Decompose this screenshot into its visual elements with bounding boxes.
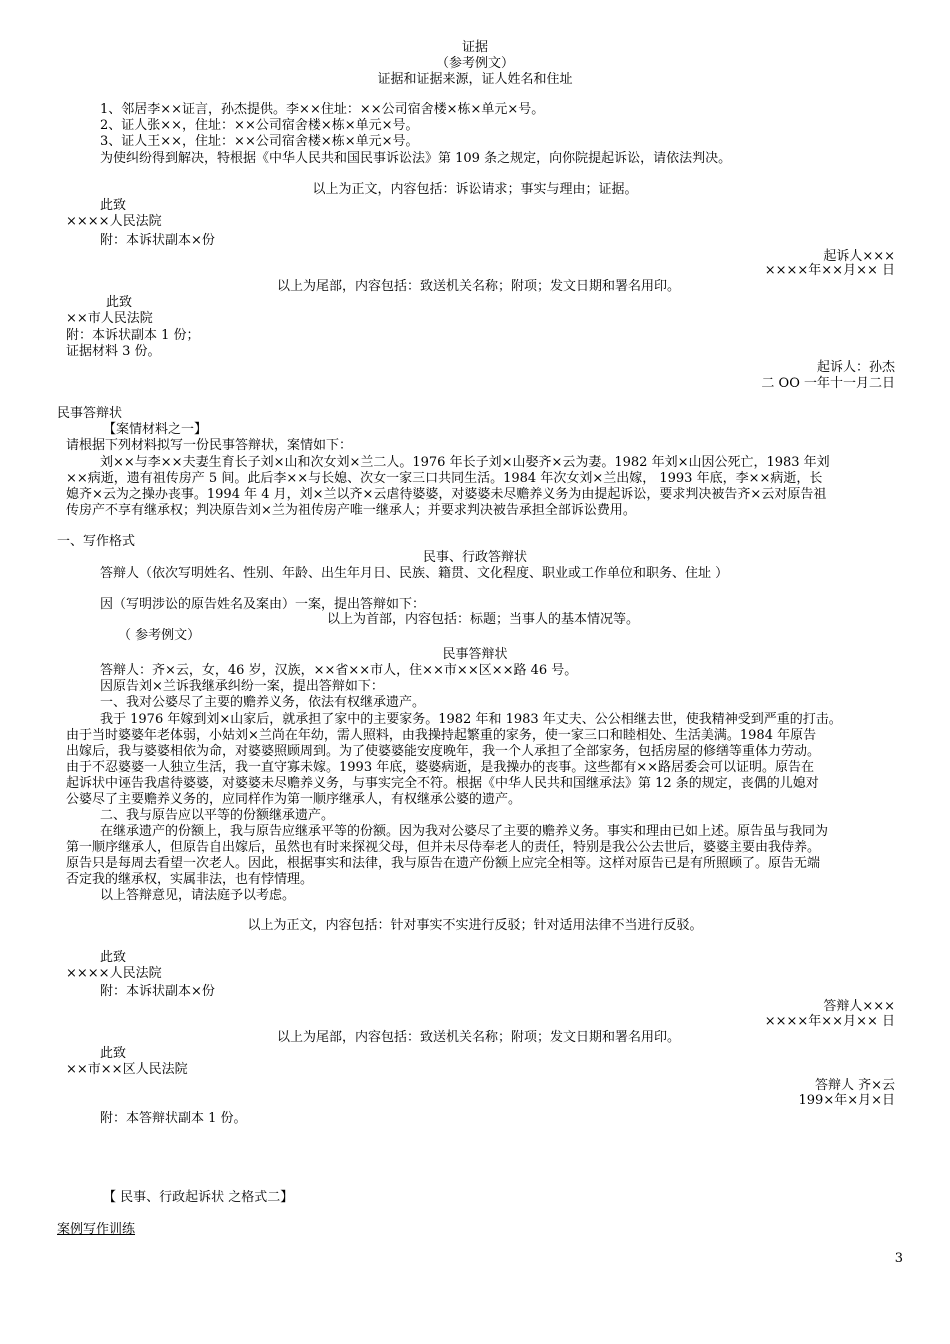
sample-para-line: 由于不忍婆婆一人独立生活，我一直守寡未嫁。1993 年底，婆婆病逝，是我操办的丧事。这些都有××路居委会可以证明。原告在 — [66, 760, 815, 775]
closing-court: ××市人民法院 — [66, 311, 153, 326]
closing-signer: 答辩人××× — [823, 999, 895, 1014]
closing-tail-note: 以上为尾部，内容包括：致送机关名称；附项；发文日期和署名用印。 — [277, 279, 681, 294]
closing-cizhi: 此致 — [100, 198, 127, 213]
evidence-item: 1、邻居李××证言，孙杰提供。李××住址：××公司宿舍楼×栋×单元×号。 — [100, 102, 545, 117]
sample-para-line: 出嫁后，我与婆婆相依为命，对婆婆照顾周到。为了使婆婆能安度晚年，我一个人承担了全部家务，包括房屋的修缮等重体力劳动。 — [66, 744, 821, 759]
closing-date: 199×年×月×日 — [798, 1093, 895, 1108]
closing-signer: 起诉人：孙杰 — [816, 360, 895, 375]
sample-para-line: 第一顺序继承人，但原告自出嫁后，虽然也有时来探视父母，但并未尽侍奉老人的责任，特别是我公公去世后，婆婆主要由我侍养。 — [66, 840, 821, 855]
defense-heading: 民事答辩状 — [57, 406, 123, 421]
sample-para-line: 我于 1976 年嫁到刘×山家后，就承担了家中的主要家务。1982 年和 1983 年丈夫、公公相继去世，使我精神受到严重的打击。 — [100, 712, 842, 727]
sample-para-line: 由于当时婆婆年老体弱，小姑刘×兰尚在年幼，需人照料，由我操持起繁重的家务，使一家三口和睦相处、生活美满。1984 年原告 — [66, 728, 817, 743]
sample-point-2: 二、我与原告应以平等的份额继承遗产。 — [100, 808, 335, 823]
format-respondent: 答辩人（依次写明姓名、性别、年龄、出生年月日、民族、籍贯、文化程度、职业或工作单位和职务、住址 ） — [100, 566, 729, 581]
evidence-body-note: 以上为正文，内容包括：诉讼请求；事实与理由；证据。 — [312, 182, 638, 197]
sample-para-line: 起诉状中诬告我虐待婆婆，对婆婆未尽赡养义务，与事实完全不符。根据《中华人民共和国继承法》第 12 条的规定，丧偶的儿媳对 — [66, 776, 819, 791]
closing-date: ××××年××月×× 日 — [764, 1014, 895, 1029]
case-material-label: 【案情材料之一】 — [103, 422, 208, 437]
format-head-note: 以上为首部，内容包括：标题；当事人的基本情况等。 — [327, 612, 640, 627]
page-number: 3 — [894, 1251, 903, 1266]
evidence-title: 证据 — [461, 40, 488, 55]
closing-date: ××××年××月×× 日 — [764, 263, 895, 278]
closing-attachment: 附：本诉状副本×份 — [100, 233, 215, 248]
evidence-item: 3、证人王××，住址：××公司宿舍楼×栋×单元×号。 — [100, 134, 419, 149]
case-prompt: 请根据下列材料拟写一份民事答辩状，案情如下： — [66, 438, 353, 453]
closing-attachment: 附：本答辩状副本 1 份。 — [100, 1111, 247, 1126]
case-text-line: ××病逝，遗有祖传房产 5 间。此后李××与长媳、次女一家三口共同生活。1984 年次女刘×兰出嫁， 1993 年底，李××病逝，长 — [66, 471, 823, 486]
next-section-heading: 【 民事、行政起诉状 之格式二】 — [103, 1190, 294, 1205]
closing-cizhi: 此致 — [106, 295, 133, 310]
sample-cause: 因原告刘×兰诉我继承纠纷一案，提出答辩如下： — [100, 679, 384, 694]
closing-signer: 答辩人 齐×云 — [814, 1078, 895, 1093]
evidence-sample-label: （参考例文） — [435, 56, 514, 71]
case-training-link[interactable]: 案例写作训练 — [57, 1222, 136, 1237]
closing-attachment: 证据材料 3 份。 — [66, 344, 161, 359]
closing-date: 二 OO 一年十一月二日 — [761, 376, 895, 391]
closing-attachment: 附：本诉状副本 1 份； — [66, 328, 200, 343]
evidence-request: 为使纠纷得到解决，特根据《中华人民共和国民事诉讼法》第 109 条之规定，向你院提起诉讼，请依法判决。 — [100, 151, 732, 166]
evidence-subtitle: 证据和证据来源，证人姓名和住址 — [377, 72, 573, 87]
closing-court: ××××人民法院 — [66, 966, 162, 981]
closing-cizhi: 此致 — [100, 1046, 127, 1061]
case-text-line: 传房产不享有继承权；判决原告刘×兰为祖传房产唯一继承人；并要求判决被告承担全部诉讼费用。 — [66, 503, 636, 518]
sample-para-line: 公婆尽了主要赡养义务的，应同样作为第一顺序继承人，有权继承公婆的遗产。 — [66, 792, 522, 807]
format-title: 民事、行政答辩状 — [422, 550, 527, 565]
closing-signer: 起诉人××× — [823, 249, 895, 264]
sample-para-line: 否定我的继承权，实属非法，也有悖情理。 — [66, 872, 314, 887]
closing-attachment: 附：本诉状副本×份 — [100, 984, 215, 999]
sample-respondent: 答辩人：齐×云，女，46 岁，汉族，××省××市人，住××市××区××路 46 号。 — [100, 663, 578, 678]
closing-tail-note: 以上为尾部，内容包括：致送机关名称；附项；发文日期和署名用印。 — [277, 1030, 681, 1045]
format-section-heading: 一、写作格式 — [57, 534, 136, 549]
case-text-line: 刘××与李××夫妻生育长子刘×山和次女刘×兰二人。1976 年长子刘×山娶齐×云为妻。1982 年刘×山因公死亡，1983 年刘 — [100, 455, 830, 470]
case-text-line: 媳齐×云为之操办丧事。1994 年 4 月，刘×兰以齐×云虐待婆婆，对婆婆未尽赡养义务为由提起诉讼，要求判决被告齐×云对原告祖 — [66, 487, 827, 502]
sample-para-line: 原告只是每周去看望一次老人。因此，根据事实和法律，我与原告在遗产份额上应完全相等。这样对原告已是有所照顾了。原告无端 — [66, 856, 821, 871]
sample-para-line: 在继承遗产的份额上，我与原告应继承平等的份额。因为我对公婆尽了主要的赡养义务。事实和理由已如上述。原告虽与我同为 — [100, 824, 829, 839]
sample-ending: 以上答辩意见，请法庭予以考虑。 — [100, 888, 296, 903]
sample-body-note: 以上为正文，内容包括：针对事实不实进行反驳；针对适用法律不当进行反驳。 — [247, 918, 703, 933]
sample-title: 民事答辩状 — [442, 647, 508, 662]
format-sample-label: （ 参考例文） — [118, 628, 201, 643]
evidence-item: 2、证人张××，住址：××公司宿舍楼×栋×单元×号。 — [100, 118, 419, 133]
sample-point-1: 一、我对公婆尽了主要的赡养义务，依法有权继承遗产。 — [100, 695, 426, 710]
format-cause: 因（写明涉讼的原告姓名及案由）一案，提出答辩如下： — [100, 597, 426, 612]
closing-cizhi: 此致 — [100, 950, 127, 965]
closing-court: ××××人民法院 — [66, 214, 162, 229]
closing-court: ××市××区人民法院 — [66, 1062, 188, 1077]
